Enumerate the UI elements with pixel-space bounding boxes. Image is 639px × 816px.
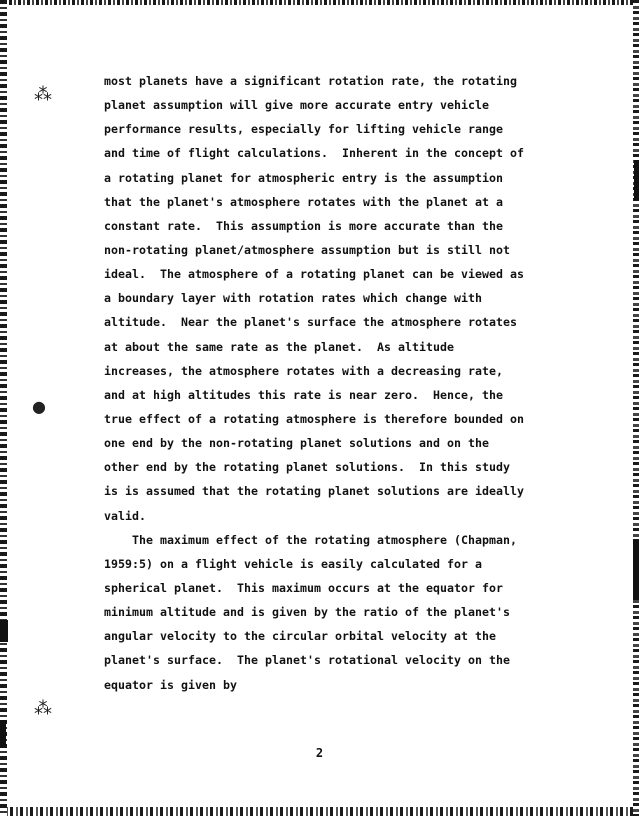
scan-border-left <box>0 0 7 816</box>
text-line: performance results, especially for lifting vehicle range <box>104 122 504 137</box>
text-line: The maximum effect of the rotating atmosphere (Chapman, <box>104 532 518 547</box>
text-line: at about the same rate as the planet. As altitude <box>104 339 455 354</box>
text-line: a rotating planet for atmospheric entry is the assumption <box>104 170 504 185</box>
text-line: true effect of a rotating atmosphere is therefore bounded on <box>104 411 525 426</box>
body-text <box>104 69 554 697</box>
text-line: constant rate. This assumption is more accurate than the <box>104 218 504 233</box>
text-line: planet's surface. The planet's rotational velocity on the <box>104 653 511 668</box>
text-line: 1959:5) on a flight vehicle is easily calculated for a <box>104 556 483 571</box>
scan-blot-right-top <box>634 160 639 200</box>
text-line: a boundary layer with rotation rates which change with <box>104 291 483 306</box>
text-line: angular velocity to the circular orbital velocity at the <box>104 629 497 644</box>
scan-blot-left-bottom <box>0 720 6 748</box>
text-line: planet assumption will give more accurate entry vehicle <box>104 98 490 113</box>
text-line: is is assumed that the rotating planet solutions are ideally <box>104 484 525 499</box>
text-line: minimum altitude and is given by the ratio of the planet's <box>104 605 511 620</box>
text-line: equator is given by <box>104 677 238 692</box>
text-line: and time of flight calculations. Inherent in the concept of <box>104 146 525 161</box>
text-line: that the planet's atmosphere rotates with the planet at a <box>104 194 504 209</box>
text-line: and at high altitudes this rate is near zero. Hence, the <box>104 387 504 402</box>
text-line: non-rotating planet/atmosphere assumption but is still not <box>104 242 511 257</box>
binding-hole-mark-bottom: ⁂ <box>34 698 52 719</box>
scan-blot-right-bottom <box>633 540 639 600</box>
binding-hole-mark-top: ⁂ <box>34 84 52 105</box>
text-line: one end by the non-rotating planet solutions and on the <box>104 436 490 451</box>
scan-border-bottom <box>0 807 639 816</box>
scan-blot-left <box>0 620 8 642</box>
text-line: spherical planet. This maximum occurs at the equator for <box>104 580 504 595</box>
text-line: increases, the atmosphere rotates with a decreasing rate, <box>104 363 504 378</box>
text-line: altitude. Near the planet's surface the atmosphere rotates <box>104 315 518 330</box>
binding-hole-mark-middle: ● <box>32 397 46 416</box>
text-line: ideal. The atmosphere of a rotating planet can be viewed as <box>104 267 525 282</box>
text-line: most planets have a significant rotation rate, the rotating <box>104 74 518 88</box>
text-line: valid. <box>104 508 147 523</box>
page-number: 2 <box>315 746 324 760</box>
scan-border-right <box>633 0 639 816</box>
scan-border-top <box>0 0 639 5</box>
text-line: other end by the rotating planet solutions. In this study <box>104 460 511 475</box>
